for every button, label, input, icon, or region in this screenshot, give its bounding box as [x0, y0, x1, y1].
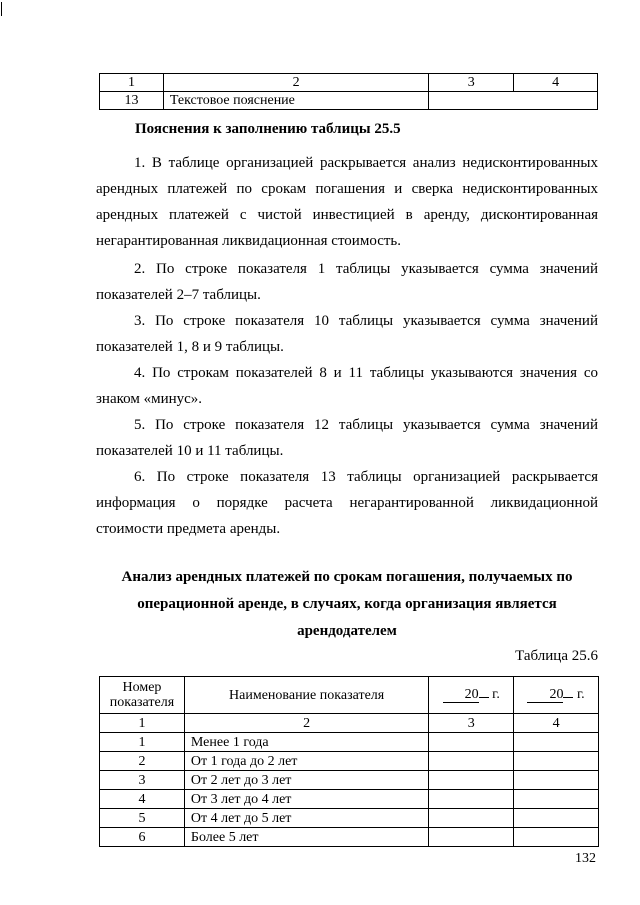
paragraph: 5. По строке показателя 12 таблицы указывается сумма значений показателей 10 и 11 таблицы.: [96, 417, 598, 459]
column-number: 2: [184, 714, 428, 733]
table-row: [100, 92, 598, 110]
table-heading-line: Анализ арендных платежей по срокам погашения, получаемых по: [121, 569, 573, 585]
table-cell: [429, 752, 514, 771]
table-25-5-tail: [99, 73, 598, 110]
paragraph: 1. В таблице организацией раскрывается анализ недисконтированных арендных платежей по срокам погашения и сверка недисконтированных арендных платежей с чистой инвестицией в аренду, дисконтированная негарантированная ликвидационная стоимость.: [96, 155, 598, 249]
paragraph: 6. По строке показателя 13 таблицы организацией раскрывается информация о порядке расчета негарантированной ликвидационной стоимости предмета аренды.: [96, 469, 598, 537]
table-row: [100, 828, 599, 847]
table-row: [100, 733, 599, 752]
table-header-row: [100, 74, 598, 92]
table-row: [100, 771, 599, 790]
table-cell: [429, 92, 598, 110]
table-heading-line: арендодателем: [297, 623, 397, 639]
table-row: [100, 809, 599, 828]
column-number: 2: [163, 74, 429, 92]
row-number: 4: [100, 790, 185, 809]
table-cell: [514, 752, 599, 771]
table-row: [100, 790, 599, 809]
table-cell: [514, 790, 599, 809]
column-number: 3: [429, 74, 514, 92]
table-heading-line: операционной аренде, в случаях, когда организация является: [137, 596, 557, 612]
page-edge-mark: [1, 2, 2, 16]
table-cell: [429, 809, 514, 828]
column-number: 3: [429, 714, 514, 733]
row-number: 5: [100, 809, 185, 828]
row-name: Текстовое пояснение: [163, 92, 429, 110]
header-name: Наименование показателя: [184, 677, 428, 714]
header-number: Номер показателя: [100, 677, 185, 714]
table-cell: [429, 733, 514, 752]
row-name: Более 5 лет: [184, 828, 428, 847]
table-header-row: [100, 677, 599, 714]
table-cell: [429, 828, 514, 847]
row-number: 1: [100, 733, 185, 752]
row-number: 13: [100, 92, 164, 110]
column-number: 4: [514, 714, 599, 733]
row-name: От 3 лет до 4 лет: [184, 790, 428, 809]
column-number: 1: [100, 74, 164, 92]
row-number: 2: [100, 752, 185, 771]
row-name: Менее 1 года: [184, 733, 428, 752]
paragraph: 4. По строкам показателей 8 и 11 таблицы указываются значения со знаком «минус».: [96, 365, 598, 407]
row-number: 3: [100, 771, 185, 790]
row-number: 6: [100, 828, 185, 847]
column-number: 4: [514, 74, 598, 92]
header-year: 20 г.: [429, 677, 514, 714]
table-cell: [514, 828, 599, 847]
paragraph: 3. По строке показателя 10 таблицы указывается сумма значений показателей 1, 8 и 9 таблицы.: [96, 313, 598, 355]
paragraph: 2. По строке показателя 1 таблицы указывается сумма значений показателей 2–7 таблицы.: [96, 261, 598, 303]
table-25-6: [99, 676, 599, 847]
table-number-row: [100, 714, 599, 733]
table-cell: [429, 790, 514, 809]
table-cell: [514, 771, 599, 790]
page-number: 132: [575, 851, 596, 866]
section-title: Пояснения к заполнению таблицы 25.5: [135, 121, 401, 137]
table-cell: [514, 733, 599, 752]
table-cell: [514, 809, 599, 828]
row-name: От 1 года до 2 лет: [184, 752, 428, 771]
row-name: От 2 лет до 3 лет: [184, 771, 428, 790]
table-label: Таблица 25.6: [515, 648, 598, 664]
table-row: [100, 752, 599, 771]
header-year: 20 г.: [514, 677, 599, 714]
table-cell: [429, 771, 514, 790]
row-name: От 4 лет до 5 лет: [184, 809, 428, 828]
column-number: 1: [100, 714, 185, 733]
